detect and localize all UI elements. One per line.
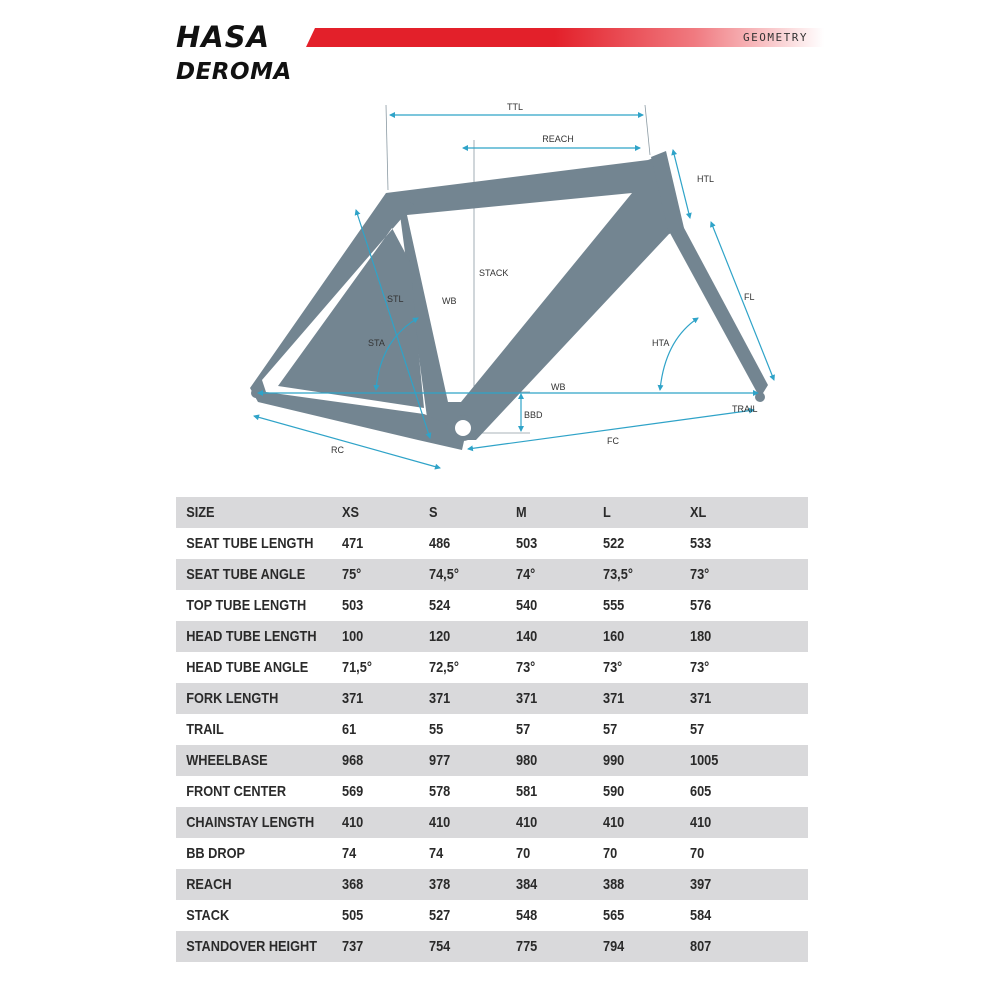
table-cell: 74,5° (429, 566, 459, 583)
table-cell: 737 (342, 938, 364, 955)
table-cell: 548 (516, 907, 538, 924)
table-cell: 503 (516, 535, 538, 552)
column-header: S (429, 504, 438, 521)
table-cell: 605 (690, 783, 712, 800)
row-label: SEAT TUBE ANGLE (186, 566, 306, 583)
row-label: STACK (186, 907, 230, 924)
table-row (176, 838, 808, 869)
section-label: GEOMETRY (743, 31, 808, 44)
table-cell: 581 (516, 783, 538, 800)
sta-label: STA (368, 338, 385, 348)
reach-label: REACH (542, 134, 574, 144)
table-cell: 397 (690, 876, 712, 893)
table-cell: 61 (342, 721, 357, 738)
bbd-label: BBD (524, 410, 543, 420)
table-cell: 72,5° (429, 659, 459, 676)
table-cell: 378 (429, 876, 451, 893)
table-cell: 540 (516, 597, 538, 614)
table-cell: 555 (603, 597, 625, 614)
table-cell: 576 (690, 597, 712, 614)
table-row (176, 590, 808, 621)
table-cell: 120 (429, 628, 451, 645)
table-cell: 180 (690, 628, 712, 645)
table-cell: 74° (516, 566, 536, 583)
row-label: FORK LENGTH (186, 690, 279, 707)
table-row (176, 621, 808, 652)
table-row (176, 559, 808, 590)
table-cell: 754 (429, 938, 451, 955)
table-cell: 74 (342, 845, 357, 862)
table-cell: 590 (603, 783, 625, 800)
table-cell: 371 (342, 690, 364, 707)
table-cell: 505 (342, 907, 364, 924)
ttl-label: TTL (506, 102, 524, 112)
table-row (176, 931, 808, 962)
frame-geometry-diagram (0, 0, 1000, 490)
row-label: HEAD TUBE LENGTH (186, 628, 317, 645)
table-cell: 73,5° (603, 566, 633, 583)
row-label: BB DROP (186, 845, 245, 862)
table-cell: 410 (603, 814, 625, 831)
table-row (176, 652, 808, 683)
table-cell: 584 (690, 907, 712, 924)
table-cell: 70 (603, 845, 618, 862)
table-cell: 486 (429, 535, 451, 552)
rc-label: RC (331, 445, 344, 455)
table-cell: 73° (690, 659, 710, 676)
table-cell: 371 (690, 690, 712, 707)
table-cell: 55 (429, 721, 444, 738)
table-cell: 71,5° (342, 659, 372, 676)
row-label: SEAT TUBE LENGTH (186, 535, 314, 552)
table-cell: 471 (342, 535, 364, 552)
stack-label: STACK (479, 268, 509, 278)
table-cell: 533 (690, 535, 712, 552)
table-cell: 57 (690, 721, 705, 738)
table-cell: 371 (429, 690, 451, 707)
table-cell: 565 (603, 907, 625, 924)
wb-seat-label: WB (442, 296, 457, 306)
table-cell: 410 (516, 814, 538, 831)
frame-main-triangle (386, 154, 676, 440)
table-cell: 807 (690, 938, 712, 955)
row-label: TOP TUBE LENGTH (186, 597, 307, 614)
row-label: CHAINSTAY LENGTH (186, 814, 315, 831)
column-header: M (516, 504, 527, 521)
column-header: SIZE (186, 504, 215, 521)
table-cell: 980 (516, 752, 538, 769)
hta-label: HTA (652, 338, 670, 348)
table-row (176, 776, 808, 807)
bottom-bracket (455, 420, 471, 436)
table-row (176, 745, 808, 776)
row-label: FRONT CENTER (186, 783, 287, 800)
table-header-row (176, 497, 808, 528)
table-cell: 371 (603, 690, 625, 707)
table-cell: 57 (603, 721, 618, 738)
hta-arc (660, 318, 698, 390)
table-row (176, 807, 808, 838)
table-cell: 522 (603, 535, 625, 552)
fc-label: FC (607, 436, 619, 446)
model-name: DEROMA (176, 59, 292, 85)
table-cell: 977 (429, 752, 451, 769)
table-row (176, 900, 808, 931)
bike-frame (250, 151, 768, 450)
table-cell: 160 (603, 628, 625, 645)
table-cell: 524 (429, 597, 451, 614)
table-row (176, 683, 808, 714)
column-header: L (603, 504, 611, 521)
table-cell: 1005 (690, 752, 719, 769)
row-label: STANDOVER HEIGHT (186, 938, 318, 955)
table-cell: 100 (342, 628, 364, 645)
table-cell: 990 (603, 752, 625, 769)
stl-label: STL (387, 294, 404, 304)
table-cell: 73° (603, 659, 623, 676)
brand-logo: HASA (176, 20, 271, 54)
table-cell: 73° (690, 566, 710, 583)
table-cell: 70 (690, 845, 705, 862)
wb-label: WB (551, 382, 566, 392)
table-cell: 75° (342, 566, 362, 583)
table-row (176, 869, 808, 900)
table-cell: 794 (603, 938, 625, 955)
column-header: XL (690, 504, 707, 521)
htl-label: HTL (697, 174, 715, 184)
table-cell: 968 (342, 752, 364, 769)
table-row (176, 528, 808, 559)
table-cell: 410 (429, 814, 451, 831)
table-row (176, 714, 808, 745)
column-header: XS (342, 504, 360, 521)
row-label: WHEELBASE (186, 752, 268, 769)
row-label: REACH (186, 876, 232, 893)
trail-label: TRAIL (732, 404, 758, 414)
table-cell: 569 (342, 783, 364, 800)
table-cell: 578 (429, 783, 451, 800)
table-cell: 140 (516, 628, 538, 645)
geometry-table (176, 497, 808, 962)
table-cell: 57 (516, 721, 531, 738)
table-cell: 410 (342, 814, 364, 831)
table-cell: 371 (516, 690, 538, 707)
table-cell: 388 (603, 876, 625, 893)
table-cell: 70 (516, 845, 531, 862)
table-cell: 368 (342, 876, 364, 893)
table-cell: 410 (690, 814, 712, 831)
table-cell: 73° (516, 659, 536, 676)
row-label: HEAD TUBE ANGLE (186, 659, 309, 676)
fork (670, 226, 768, 398)
table-cell: 527 (429, 907, 451, 924)
table-cell: 384 (516, 876, 538, 893)
table-cell: 74 (429, 845, 444, 862)
table-cell: 775 (516, 938, 538, 955)
fl-label: FL (744, 292, 755, 302)
table-cell: 503 (342, 597, 364, 614)
row-label: TRAIL (186, 721, 224, 738)
